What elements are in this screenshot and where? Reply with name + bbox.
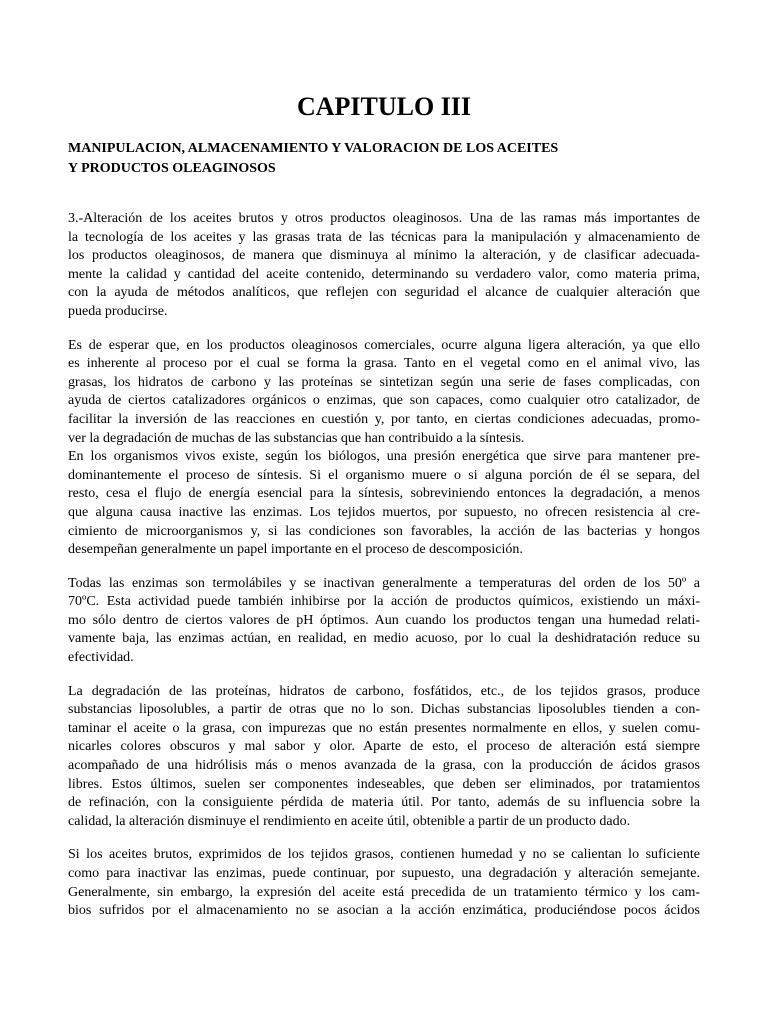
text-line: ver la degradación de muchas de las substancias que han contribuido a la síntesis. — [68, 430, 525, 446]
text-line: con la ayuda de métodos analíticos, que reflejen con seguridad el alcance de cualquier alteración que — [68, 285, 700, 301]
text-line: mo sólo dentro de ciertos valores de pH óptimos. Aun cuando los productos tengan una humedad relati- — [68, 612, 700, 628]
section-heading — [68, 139, 708, 179]
paragraph — [68, 575, 700, 668]
body-text — [68, 210, 700, 921]
text-line: Es de esperar que, en los productos oleaginosos comerciales, ocurre alguna ligera alteración, ya que ello — [68, 337, 700, 353]
text-line: cimiento de microorganismos y, si las condiciones son favorables, la acción de las bacterias y hongos — [68, 523, 700, 539]
paragraph — [68, 846, 700, 920]
text-line: es inherente al proceso por el cual se forma la grasa. Tanto en el vegetal como en el animal vivo, las — [68, 356, 700, 372]
text-line: dominantemente el proceso de síntesis. Si el organismo muere o si alguna porción de él se separa, del — [68, 467, 700, 483]
chapter-title: CAPITULO III — [296, 92, 472, 121]
text-line: calidad, la alteración disminuye el rendimiento en aceite útil, obtenible a partir de un producto dado. — [68, 813, 631, 829]
paragraph-gap — [68, 668, 700, 683]
text-line: bios sufridos por el almacenamiento no se asocian a la acción enzimática, produciéndose pocos ácidos — [68, 903, 700, 919]
paragraph — [68, 210, 700, 322]
text-line: vamente baja, las enzimas actúan, en realidad, en medio acuoso, por lo cual la deshidratación reduce su — [68, 631, 700, 647]
text-line: substancias liposolubles, a partir de otras que no lo son. Dichas substancias liposolubles tienden a con- — [68, 702, 700, 718]
paragraph — [68, 448, 700, 560]
text-line: Si los aceites brutos, exprimidos de los tejidos grasos, contienen humedad y no se calientan lo suficiente — [68, 847, 700, 863]
text-line: Generalmente, sin embargo, la expresión del aceite está precedida de un tratamiento térmico y los cam- — [68, 884, 700, 900]
text-line: 70ºC. Esta actividad puede también inhibirse por la acción de productos químicos, existiendo un máxi- — [68, 594, 700, 610]
text-line: los productos oleaginosos, de manera que disminuya al mínimo la alteración, y de clasificar adecuada- — [68, 248, 700, 264]
text-line: de refinación, con la consiguiente pérdida de materia útil. Por tanto, además de su influencia sobre la — [68, 795, 700, 811]
text-line: como para inactivar las enzimas, puede continuar, por supuesto, una degradación y alteración semejante. — [68, 866, 700, 881]
text-line: resto, cesa el flujo de energía esencial para la síntesis, sobreviniendo entonces la degradación, a menos — [68, 486, 700, 502]
text-line: libres. Estos últimos, suelen ser componentes indeseables, que deben ser eliminados, por tratamientos — [68, 776, 700, 792]
text-line: ayuda de ciertos catalizadores orgánicos o enzimas, que son capaces, como cualquier otro catalizador, de — [68, 393, 700, 409]
text-line: la tecnología de los aceites y las grasas trata de las técnicas para la manipulación y almacenamiento de — [68, 229, 700, 245]
section-heading-line: MANIPULACION, ALMACENAMIENTO Y VALORACION DE LOS ACEITES — [68, 141, 559, 156]
paragraph-gap — [68, 560, 700, 575]
text-line: En los organismos vivos existe, según los biólogos, una presión energética que sirve para mantener pre- — [68, 449, 700, 465]
text-line: Todas las enzimas son termolábiles y se inactivan generalmente a temperaturas del orden de los 50º a — [68, 575, 700, 591]
text-line: taminar el aceite o la grasa, con impurezas que no están presentes normalmente en ellos, y suelen comu- — [68, 720, 700, 736]
paragraph-gap — [68, 831, 700, 846]
text-line: La degradación de las proteínas, hidratos de carbono, fosfátidos, etc., de los tejidos grasos, produce — [68, 683, 700, 699]
text-line: efectividad. — [68, 650, 134, 666]
text-line: nicarles colores obscuros y mal sabor y olor. Aparte de esto, el proceso de alteración está siempre — [68, 739, 700, 755]
paragraph-gap — [68, 322, 700, 337]
text-line: que alguna causa inactive las enzimas. Los tejidos muertos, por supuesto, no ofrecen resistencia al cre- — [68, 504, 700, 520]
text-line: pueda producirse. — [68, 303, 168, 319]
section-heading-line: Y PRODUCTOS OLEAGINOSOS — [68, 161, 276, 176]
paragraph — [68, 683, 700, 832]
text-line: mente la calidad y cantidad del aceite contenido, determinando su verdadero valor, como materia prima, — [68, 266, 700, 282]
paragraph — [68, 337, 700, 449]
text-line: 3.-Alteración de los aceites brutos y otros productos oleaginosos. Una de las ramas más importantes de — [68, 211, 700, 226]
text-line: acompañado de una hidrólisis más o menos avanzada de la grasa, con la producción de ácidos grasos — [68, 758, 700, 774]
text-line: facilitar la inversión de las reacciones en cuestión y, por tanto, en ciertas condiciones adecuadas, promo- — [68, 411, 700, 427]
text-line: grasas, los hidratos de carbono y las proteínas se sintetizan según una serie de fases complicadas, con — [68, 374, 700, 390]
text-line: desempeñan generalmente un papel importante en el proceso de descomposición. — [68, 542, 523, 558]
